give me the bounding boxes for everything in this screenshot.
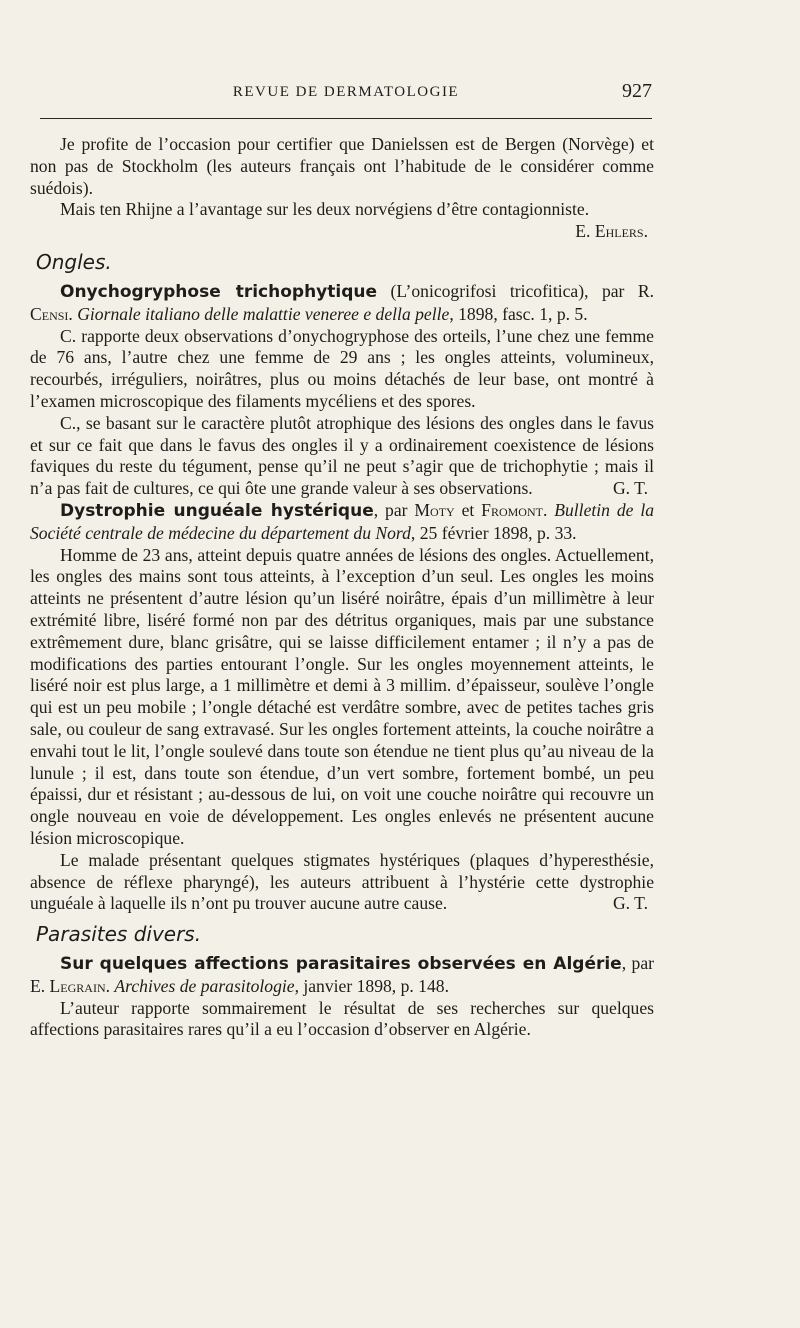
article-1-paragraph-2 <box>30 413 654 500</box>
article-1-sep: . <box>68 303 78 324</box>
article-3-paragraph-1: L’auteur rapporte sommairement le résultat de ses recherches sur quelques affections parasitaires rares qu’il a eu l’occasion d’observer en Algérie. <box>30 997 654 1040</box>
intro-paragraph-2 <box>30 199 654 242</box>
article-1-paragraph-2-text: C., se basant sur le caractère plutôt atrophique des lésions des ongles dans le favus et sur ce fait que dans le favus des ongles il y a ordinairement coexistence de lésions faviques du reste du tégument, pense qu’il ne peut s’agir que de trichophytie ; mais il n’a pas fait de cultures, ce qui ôte une grande valeur à ses observations. <box>30 412 654 499</box>
article-2-title: Dystrophie unguéale hystérique <box>60 500 374 521</box>
journal-title: REVUE DE DERMATOLOGIE <box>232 84 460 100</box>
article-1-reference <box>30 281 654 326</box>
text-column <box>30 134 654 1041</box>
intro-paragraph-2-text: Mais ten Rhijne a l’avantage sur les deux norvégiens d’être contagionniste. <box>60 199 590 220</box>
article-3-title: Sur quelques affections parasitaires observées en Algérie <box>60 954 622 975</box>
article-1-ref: , 1898, fasc. 1, p. 5. <box>449 303 588 324</box>
article-3-reference <box>30 953 654 998</box>
article-2-author-1: Moty <box>414 499 455 520</box>
article-2-paragraph-2 <box>30 850 654 915</box>
article-1-journal: Giornale italiano delle malattie veneree e della pelle <box>77 303 450 324</box>
article-3-journal: Archives de parasitologie <box>114 975 295 996</box>
article-2-reference <box>30 500 654 545</box>
section-heading-ongles: Ongles. <box>36 249 112 274</box>
article-1-title: Onychogryphose trichophytique <box>60 281 378 302</box>
section-heading-parasites: Parasites divers. <box>36 922 202 947</box>
article-2-sep: . <box>542 499 555 520</box>
article-2-paragraph-1: Homme de 23 ans, atteint depuis quatre années de lésions des ongles. Actuellement, les ongles des mains sont tous atteints, à l’exception d’un seul. Les ongles les moins atteints ne présentent d’autre lésion qu’un liséré noirâtre, épais d’un millimètre à leur extrémité libre, liséré formé non par des détritus organiques, mais par une substance extrêmement dure, blanc grisâtre, qui se laisse difficilement entamer ; il n’y a pas de modifications des parties entourant l’ongle. Sur les ongles moyennement atteints, le liséré noir est plus large, a 1 millimètre et demi à 3 millim. d’épaisseur, soulève l’ongle qui est un peu mobile ; l’ongle détaché est verdâtre sombre, avec de petites taches gris sale, ou couleur de sang extravasé. Sur les ongles fortement atteints, la couche noirâtre a envahi tout le lit, l’ongle soulevé dans toute son étendue ne tient plus qu’au niveau de la lunule ; il est, dans toute son étendue, d’un vert sombre, fortement bombé, un peu épaissi, dur et résistant ; au-dessous de lui, on voit une couche noirâtre qui recouvre un ongle nouveau en voie de développement. Les ongles enlevés ne présentent aucune lésion microscopique. <box>30 544 654 848</box>
intro-signature: E. Ehlers. <box>575 221 648 242</box>
article-2-author-2: Fromont <box>481 499 543 520</box>
article-2-signature: G. T. <box>612 893 648 914</box>
article-1-subtitle: (L’onicogrifosi tricofitica), par R. <box>377 280 655 301</box>
article-2-ref: , 25 février 1898, p. 33. <box>410 522 577 543</box>
article-1-author: Censi <box>30 303 69 324</box>
article-2-paragraph-2-text: Le malade présentant quelques stigmates hystériques (plaques d’hyperesthésie, absence de réflexe pharyngé), les auteurs attribuent à l’hystérie cette dystrophie unguéale à laquelle ils n’ont pu trouver aucune autre cause. <box>30 849 654 914</box>
article-2-journal: Bulletin de la Société centrale de médecine du département du Nord <box>30 499 655 543</box>
article-3-author: Legrain <box>49 975 106 996</box>
article-1-paragraph-1: C. rapporte deux observations d’onychogryphose des orteils, l’une chez une femme de 76 ans, l’autre chez une femme de 29 ans ; les ongles atteints, volumineux, recourbés, irréguliers, noirâtres, plus ou moins détachés de leur base, ont montré à l’examen microscopique des filaments mycéliens et des spores. <box>30 325 654 411</box>
article-3-sep: . <box>105 975 115 996</box>
page-number: 927 <box>622 80 652 102</box>
article-3-by: , par E. <box>30 953 655 996</box>
article-2-by: , par <box>373 499 415 520</box>
article-3-ref: , janvier 1898, p. 148. <box>294 975 449 996</box>
running-header <box>40 80 652 110</box>
header-rule <box>40 118 652 119</box>
article-1-signature: G. T. <box>612 478 648 499</box>
intro-paragraph-1: Je profite de l’occasion pour certifier que Danielssen est de Bergen (Norvège) et non pas de Stockholm (les auteurs français ont l’habitude de le considérer comme suédois). <box>30 134 654 198</box>
article-2-and: et <box>454 499 482 520</box>
